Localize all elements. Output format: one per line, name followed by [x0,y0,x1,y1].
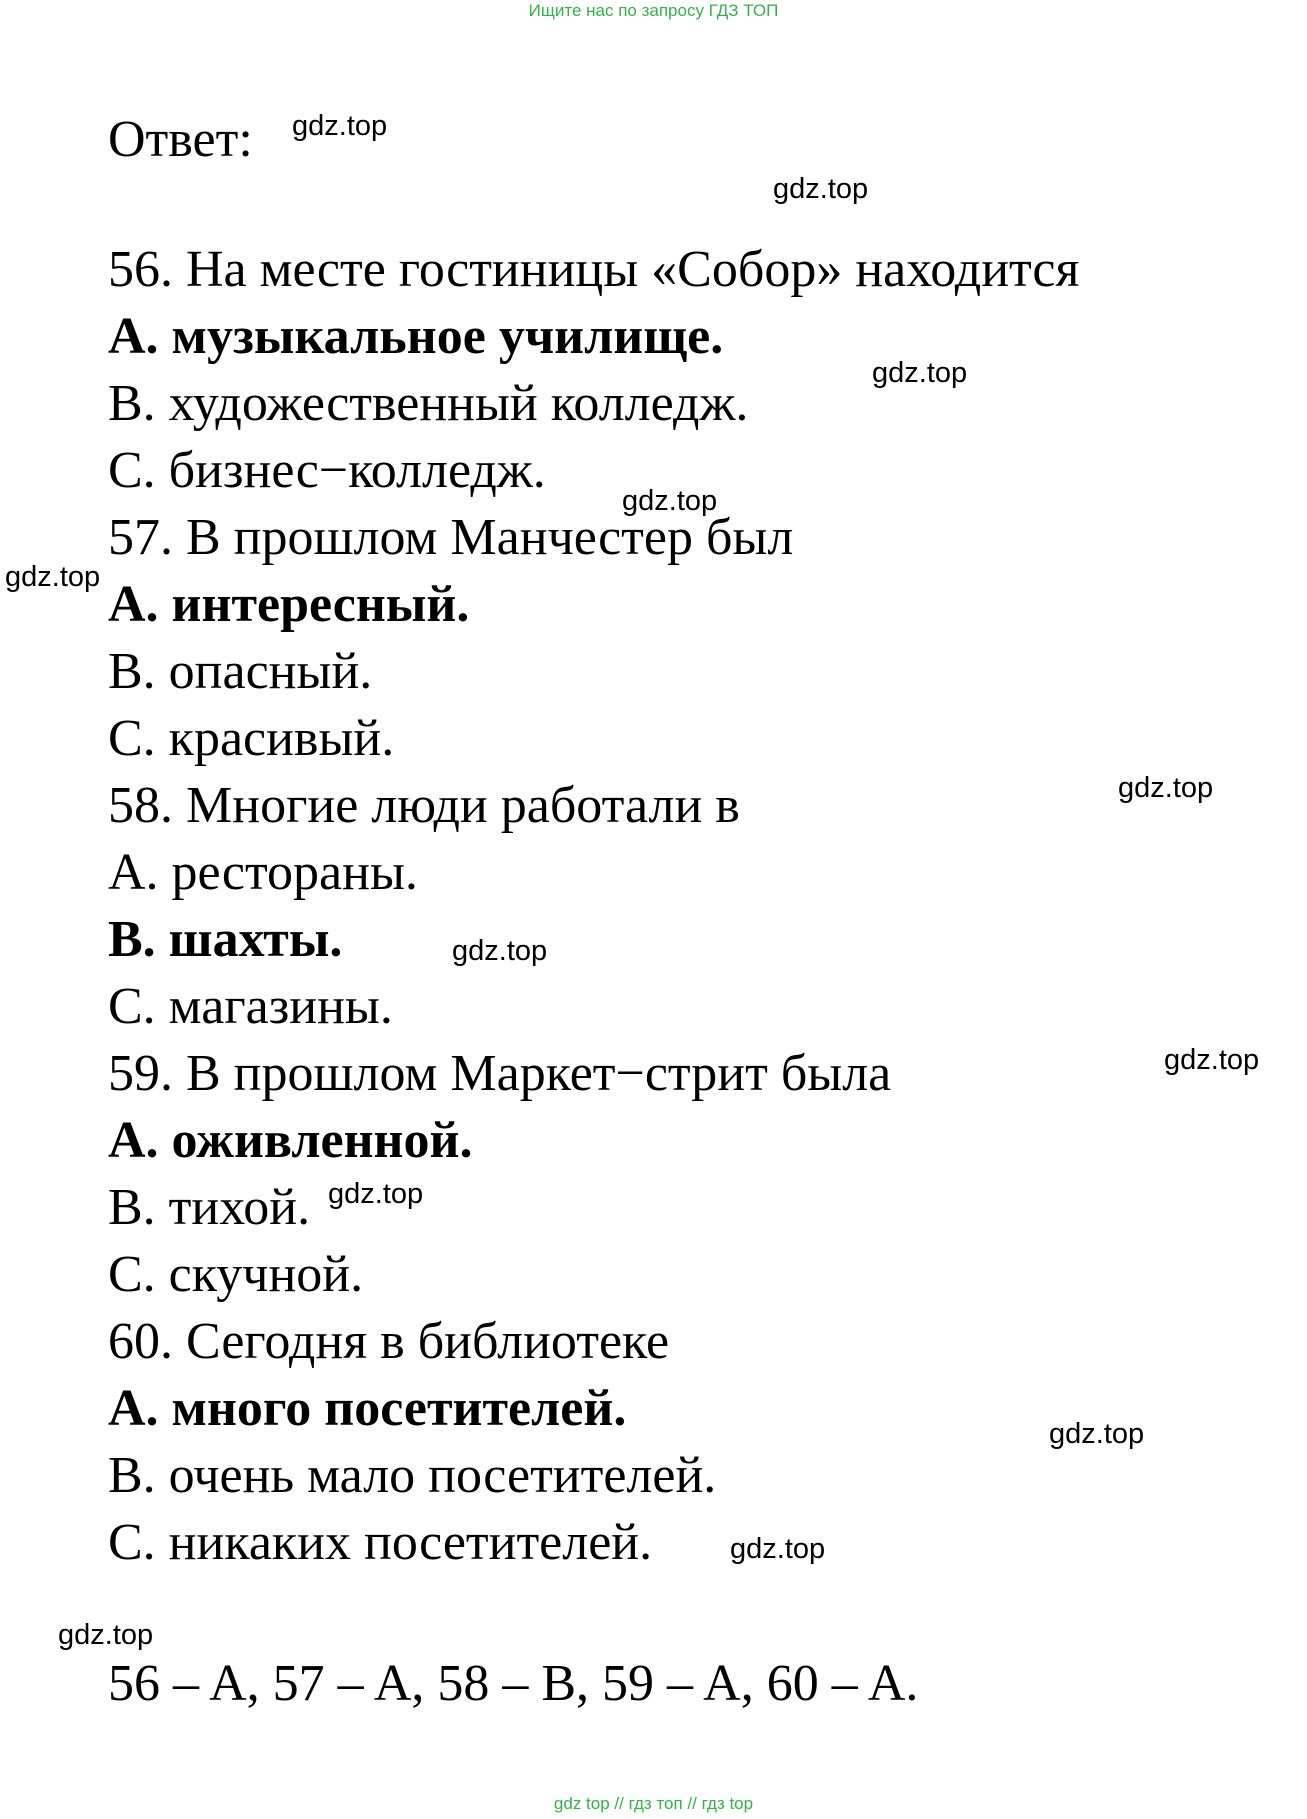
question-57-option-c: C. красивый. [108,710,395,767]
watermark: gdz.top [1118,772,1214,804]
top-banner: Ищите нас по запросу ГДЗ ТОП [528,1,779,20]
question-57-option-b: B. опасный. [108,643,373,700]
question-56-option-c: C. бизнес−колледж. [108,442,546,499]
question-58-option-c: C. магазины. [108,978,393,1035]
question-60-option-b: B. очень мало посетителей. [108,1447,717,1504]
watermark: gdz.top [328,1178,424,1210]
watermark: gdz.top [292,110,388,142]
watermark: gdz.top [730,1533,826,1565]
question-56-prompt: 56. На месте гостиницы «Собор» находится [108,241,1080,298]
question-60-option-c: C. никаких посетителей. [108,1514,653,1571]
question-56-option-b: B. художественный колледж. [108,375,749,432]
watermark: gdz.top [872,357,968,389]
question-59-option-b: B. тихой. [108,1179,311,1236]
question-59-prompt: 59. В прошлом Маркет−стрит была [108,1045,892,1102]
watermark: gdz.top [58,1619,154,1651]
question-60-option-a: A. много посетителей. [108,1380,627,1437]
question-57-option-a: A. интересный. [108,576,470,633]
question-58-option-a: A. рестораны. [108,844,418,901]
watermark: gdz.top [1164,1044,1260,1076]
question-60-prompt: 60. Сегодня в библиотеке [108,1313,670,1370]
answer-label: Ответ: [108,111,253,168]
watermark: gdz.top [452,935,548,967]
question-59-option-c: C. скучной. [108,1246,364,1303]
watermark: gdz.top [773,173,869,205]
question-58-option-b: B. шахты. [108,911,343,968]
watermark: gdz.top [5,561,101,593]
answer-summary: 56 – A, 57 – A, 58 – B, 59 – A, 60 – A. [108,1655,919,1712]
question-56-option-a: A. музыкальное училище. [108,308,724,365]
question-59-option-a: A. оживленной. [108,1112,473,1169]
watermark: gdz.top [622,485,718,517]
watermark: gdz.top [1049,1418,1145,1450]
footer-banner: gdz top // гдз топ // гдз top [553,1794,754,1813]
question-58-prompt: 58. Многие люди работали в [108,777,740,834]
question-57-prompt: 57. В прошлом Манчестер был [108,509,794,566]
